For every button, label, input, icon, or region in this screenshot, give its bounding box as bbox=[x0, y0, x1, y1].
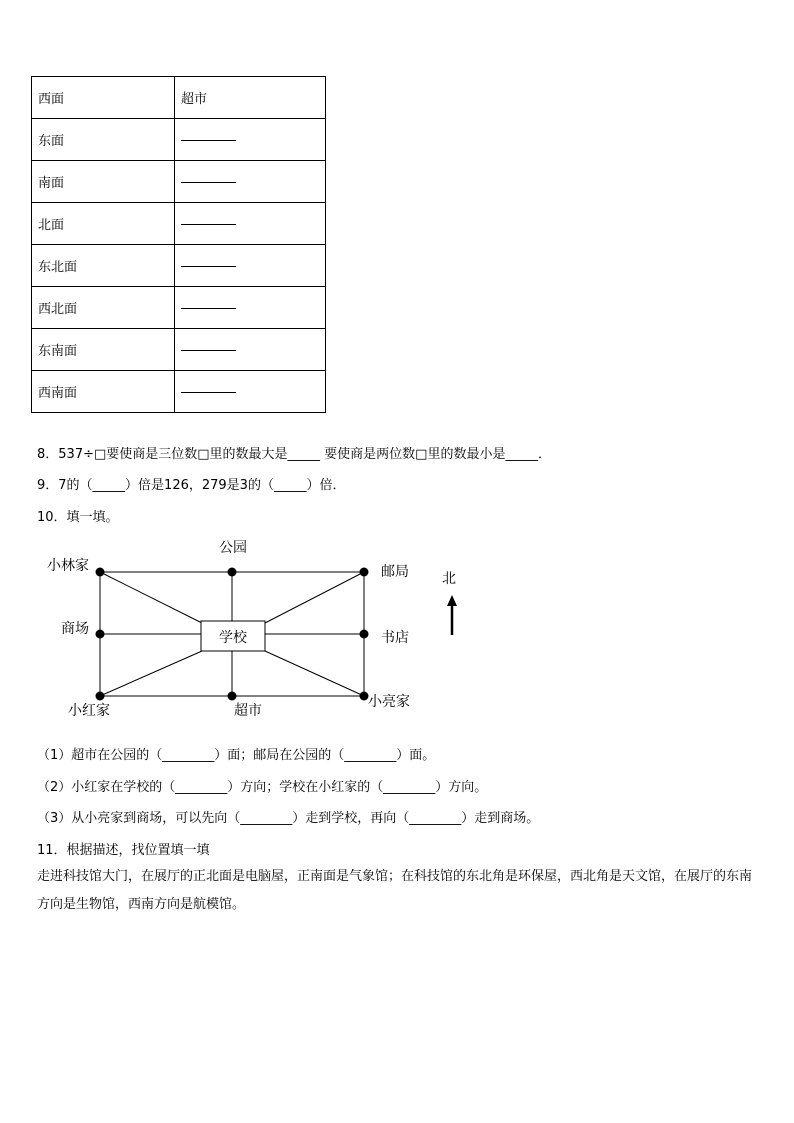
label-park: 公园 bbox=[219, 540, 247, 556]
north-arrowhead-icon bbox=[447, 595, 457, 606]
question-10-1: （1）超市在公园的（________）面；邮局在公园的（________）面。 bbox=[37, 748, 436, 763]
question-11-text: 走进科技馆大门，在展厅的正北面是电脑屋，正南面是气象馆；在科技馆的东北角是环保屋，西北角是天文馆，在展厅的东南方向是生物馆，西南方向是航模馆。 bbox=[37, 869, 753, 912]
direction-cell: 东南面 bbox=[32, 329, 175, 371]
question-9: 9．7的（_____）倍是126，279是3的（_____）倍． bbox=[37, 478, 346, 493]
question-10-2: （2）小红家在学校的（________）方向；学校在小红家的（________）方向。 bbox=[37, 780, 488, 795]
value-cell: 超市 bbox=[175, 77, 326, 119]
location-dot bbox=[228, 692, 237, 701]
location-dot bbox=[96, 568, 105, 577]
location-dot bbox=[228, 568, 237, 577]
question-11-title: 11．根据描述，找位置填一填 bbox=[37, 843, 210, 858]
location-dot bbox=[96, 630, 105, 639]
location-dot bbox=[360, 568, 369, 577]
label-xiaolin-home: 小林家 bbox=[47, 558, 89, 574]
path-line bbox=[265, 572, 364, 623]
direction-cell: 东面 bbox=[32, 119, 175, 161]
direction-cell: 西面 bbox=[32, 77, 175, 119]
question-8: 8．537÷□要使商是三位数□里的数最大是_____ 要使商是两位数□里的数最小是_____． bbox=[37, 447, 551, 462]
direction-cell: 南面 bbox=[32, 161, 175, 203]
path-line bbox=[100, 651, 202, 696]
label-xiaohong-home: 小红家 bbox=[68, 703, 110, 719]
label-supermarket: 超市 bbox=[234, 703, 262, 719]
label-bookstore: 书店 bbox=[381, 630, 409, 646]
label-xiaoliang-home: 小亮家 bbox=[368, 694, 410, 710]
path-line bbox=[100, 572, 202, 623]
label-mall: 商场 bbox=[61, 621, 89, 637]
path-line bbox=[265, 651, 364, 696]
school-label: 学校 bbox=[219, 630, 247, 646]
label-post-office: 邮局 bbox=[381, 564, 409, 580]
north-label: 北 bbox=[442, 571, 456, 587]
location-dot bbox=[96, 692, 105, 701]
direction-cell: 北面 bbox=[32, 203, 175, 245]
question-10-3: （3）从小亮家到商场，可以先向（________）走到学校，再向（________）走到商场。 bbox=[37, 811, 540, 826]
direction-cell: 西北面 bbox=[32, 287, 175, 329]
direction-cell: 东北面 bbox=[32, 245, 175, 287]
direction-cell: 西南面 bbox=[32, 371, 175, 413]
question-10-title: 10．填一填。 bbox=[37, 510, 119, 525]
location-dot bbox=[360, 630, 369, 639]
